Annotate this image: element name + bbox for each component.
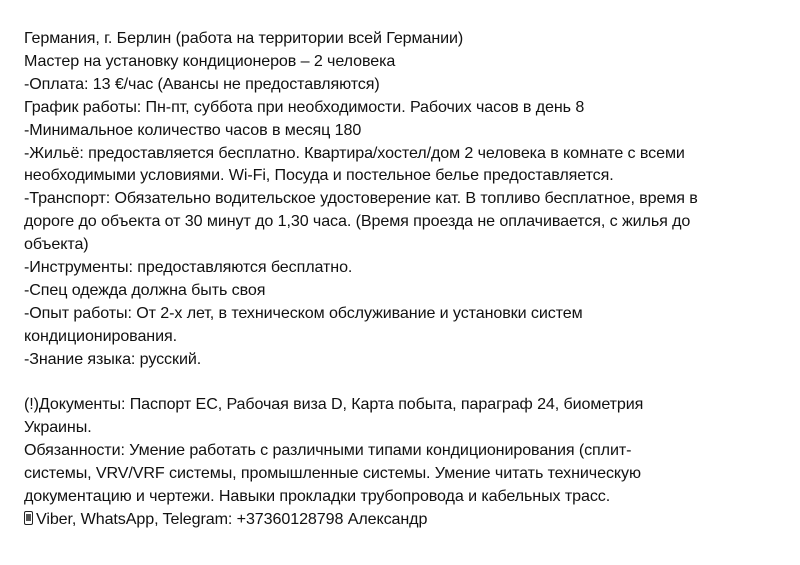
text-line: -Опыт работы: От 2-х лет, в техническом обслуживание и установки систем (24, 303, 583, 322)
text-line: системы, VRV/VRF системы, промышленные системы. Умение читать техническую (24, 464, 641, 483)
text-line: Германия, г. Берлин (работа на территории всей Германии) (24, 29, 464, 47)
job-posting-text (24, 27, 794, 531)
text-line: (!)Документы: Паспорт ЕС, Рабочая виза D, Карта побыта, параграф 24, биометрия (24, 395, 644, 414)
blank-line (24, 371, 794, 394)
text-line: -Спец одежда должна быть своя (24, 280, 266, 299)
text-line: Обязанности: Умение работать с различными типами кондиционирования (сплит- (24, 441, 632, 460)
text-line: -Инструменты: предоставляются бесплатно. (24, 258, 353, 277)
text-line: -Минимальное количество часов в месяц 180 (24, 120, 362, 139)
text-line: необходимыми условиями. Wi-Fi, Посуда и постельное белье предоставляется. (24, 166, 614, 185)
text-line: Мастер на установку кондиционеров – 2 человека (24, 51, 396, 70)
contact-text: Viber, WhatsApp, Telegram: +37360128798 Александр (36, 510, 428, 529)
text-line: -Знание языка: русский. (24, 349, 202, 368)
text-line: объекта) (24, 235, 89, 254)
text-line: кондиционирования. (24, 326, 177, 345)
contact-line (24, 508, 794, 531)
text-line: Украины. (24, 418, 92, 437)
mobile-phone-icon (24, 511, 33, 525)
text-line: документацию и чертежи. Навыки прокладки трубопровода и кабельных трасс. (24, 487, 611, 506)
text-line: дороге до объекта от 30 минут до 1,30 часа. (Время проезда не оплачивается, с жилья до (24, 212, 691, 231)
text-line: -Транспорт: Обязательно водительское удостоверение кат. В топливо бесплатное, время в (24, 189, 698, 208)
text-line: -Оплата: 13 €/час (Авансы не предоставляются) (24, 74, 380, 93)
text-line: -Жильё: предоставляется бесплатно. Квартира/хостел/дом 2 человека в комнате с всеми (24, 143, 685, 162)
text-line: График работы: Пн-пт, суббота при необходимости. Рабочих часов в день 8 (24, 97, 585, 116)
